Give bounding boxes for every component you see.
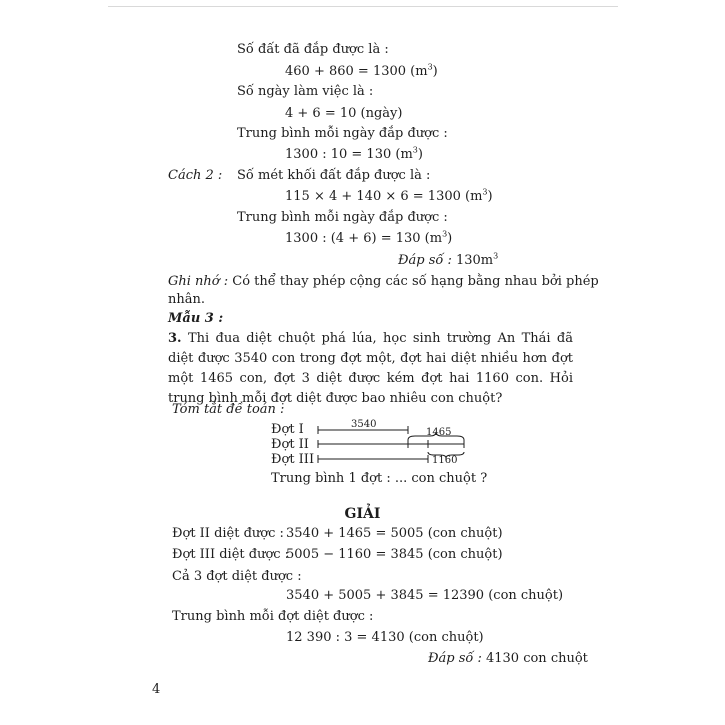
- answer: Đáp số : $130m^3$: [398, 251, 499, 268]
- answer: Đáp số : 4130 con chuột: [428, 651, 588, 666]
- summary-label: Tóm tắt đề toán :: [172, 402, 285, 417]
- text-line: Số mét khối đất đắp được là :: [237, 168, 431, 183]
- diagram-question: Trung bình 1 đợt : ... con chuột ?: [271, 471, 488, 486]
- diagram-label: Đợt I: [271, 422, 304, 437]
- equation: 3540 + 1465 = 5005 (con chuột): [286, 526, 503, 541]
- text-line: Số đất đã đắp được là :: [237, 42, 389, 57]
- note-line: Ghi nhớ : Có thể thay phép cộng các số hạng bằng nhau bởi phép: [168, 274, 599, 289]
- diagram-label: Đợt III: [271, 452, 315, 467]
- equation: 460 + 860 = 1300 $(m^3)$: [285, 62, 438, 79]
- solution-label: Trung bình mỗi đợt diệt được :: [172, 609, 374, 624]
- equation: 1300 : 10 = 130 $(m^3)$: [285, 145, 423, 162]
- solution-label: Đợt III diệt được :: [172, 547, 290, 562]
- equation: 115 × 4 + 140 × 6 = 1300 $(m^3)$: [285, 187, 493, 204]
- equation: 12 390 : 3 = 4130 (con chuột): [286, 630, 484, 645]
- diagram-label: Đợt II: [271, 437, 309, 452]
- segment-value: 1160: [432, 455, 458, 466]
- equation: 1300 : (4 + 6) = 130 $(m^3)$: [285, 229, 453, 246]
- note-line: nhân.: [168, 292, 206, 307]
- segment-value: 1465: [426, 427, 452, 438]
- problem-text: 3. Thi đua diệt chuột phá lúa, học sinh trường An Thái đã diệt được 3540 con trong đợt một, đợt hai diệt nhiều hơn đợt một 1465 con, đợt 3 diệt được kém đợt hai 1160 con. Hỏi trung bình mỗi đợt diệt được bao nhiêu con chuột?: [168, 331, 573, 406]
- text-line: Số ngày làm việc là :: [237, 84, 374, 99]
- method-label: Cách 2 :: [168, 168, 223, 183]
- solution-label: Cả 3 đợt diệt được :: [172, 569, 302, 584]
- equation: 3540 + 5005 + 3845 = 12390 (con chuột): [286, 588, 564, 603]
- equation: 4 + 6 = 10 (ngày): [285, 106, 403, 121]
- text-line: Trung bình mỗi ngày đắp được :: [237, 210, 448, 225]
- section-label: Mẫu 3 :: [168, 311, 224, 326]
- solution-label: Đợt II diệt được :: [172, 526, 284, 541]
- page-number: 4: [152, 682, 161, 697]
- text-line: Trung bình mỗi ngày đắp được :: [237, 126, 448, 141]
- segment-value: 3540: [351, 419, 377, 430]
- solution-title: GIẢI: [344, 506, 381, 522]
- equation: 5005 − 1160 = 3845 (con chuột): [286, 547, 503, 562]
